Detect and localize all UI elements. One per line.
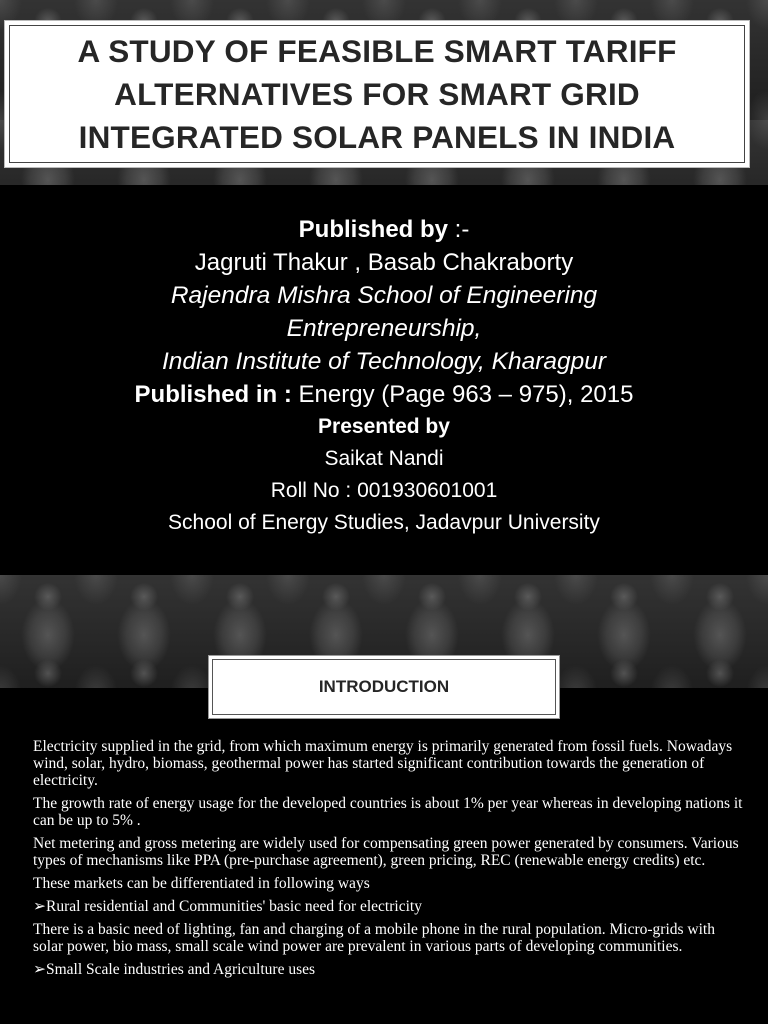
introduction-heading: INTRODUCTION <box>318 677 450 696</box>
intro-paragraph: The growth rate of energy usage for the developed countries is about 1% per year whereas in developing nations it can be up to 5% . <box>33 795 743 829</box>
roll-number: Roll No : 001930601001 <box>270 479 498 502</box>
introduction-body <box>33 738 745 984</box>
title-box <box>4 20 750 168</box>
intro-paragraph: These markets can be differentiated in following ways <box>33 875 370 892</box>
intro-paragraph: Electricity supplied in the grid, from which maximum energy is primarily generated from fossil fuels. Nowadays wind, solar, hydro, biomass, geothermal power has started significant contribution towards the generation of electricity. <box>33 738 733 789</box>
affiliation-line2: Entrepreneurship, <box>286 315 482 342</box>
authors: Jagruti Thakur , Basab Chakraborty <box>194 249 574 276</box>
presenter-name: Saikat Nandi <box>324 447 444 470</box>
author-info-block <box>0 213 768 539</box>
slide-title: A STUDY OF FEASIBLE SMART TARIFF ALTERNATIVES FOR SMART GRID INTEGRATED SOLAR PANELS IN INDIA <box>77 32 677 155</box>
intro-bullet: ➢Small Scale industries and Agriculture uses <box>33 961 316 978</box>
presented-by-label: Presented by <box>318 415 450 438</box>
published-in-value: Energy (Page 963 – 975), 2015 <box>291 381 634 408</box>
introduction-heading-box <box>208 655 560 719</box>
published-in-label: Published in : <box>134 381 292 408</box>
affiliation-line1: Rajendra Mishra School of Engineering <box>170 282 598 309</box>
published-by-line <box>0 213 768 246</box>
published-by-suffix: :- <box>448 216 470 243</box>
presenter-school: School of Energy Studies, Jadavpur University <box>168 511 600 534</box>
intro-bullet: ➢Rural residential and Communities' basic need for electricity <box>33 898 422 915</box>
published-in-line <box>0 378 768 411</box>
institute: Indian Institute of Technology, Kharagpur <box>161 348 607 375</box>
intro-paragraph: Net metering and gross metering are widely used for compensating green power generated by consumers. Various types of mechanisms like PPA (pre-purchase agreement), green pricing, REC (renewable energy credits) etc. <box>33 835 739 869</box>
published-by-label: Published by <box>298 216 449 243</box>
intro-paragraph: There is a basic need of lighting, fan and charging of a mobile phone in the rural population. Micro-grids with solar power, bio mass, small scale wind power are prevalent in various parts of developing communities. <box>33 921 715 955</box>
